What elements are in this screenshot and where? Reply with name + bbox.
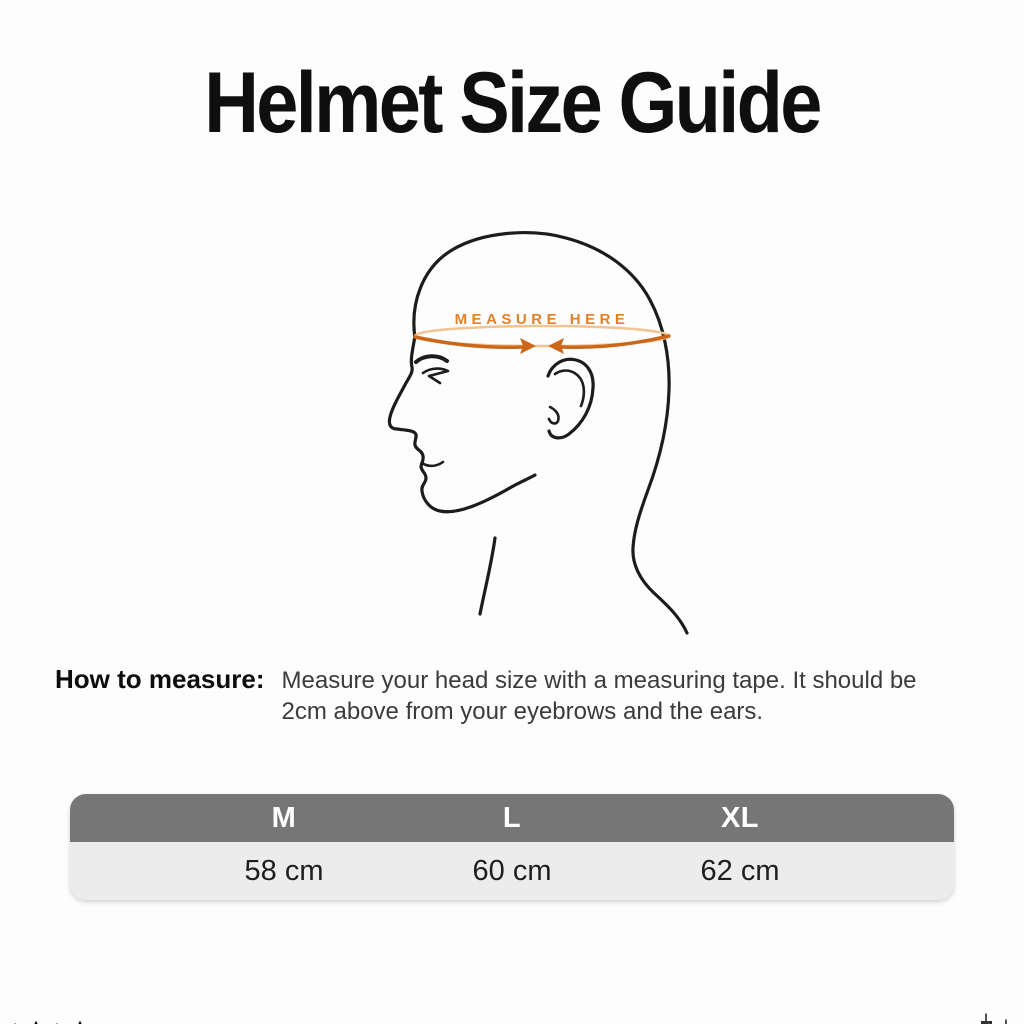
how-to-measure-text-line2: 2cm above from your eyebrows and the ears. bbox=[281, 698, 764, 725]
page-title: Helmet Size Guide bbox=[204, 55, 820, 151]
footer-scenery bbox=[0, 1008, 1024, 1024]
antenna-icons bbox=[925, 1014, 1006, 1024]
head-measurement-figure bbox=[282, 186, 742, 646]
band-left-arc bbox=[415, 337, 522, 347]
size-value-l: 60 cm bbox=[472, 854, 552, 887]
eyebrow bbox=[416, 356, 447, 362]
size-header-xl: XL bbox=[720, 801, 760, 834]
head-profile-illustration bbox=[282, 186, 742, 646]
size-header-l: L bbox=[502, 801, 522, 834]
ear-tragus bbox=[549, 407, 559, 423]
helmet-size-guide-page bbox=[0, 55, 1024, 1024]
measure-band bbox=[415, 311, 669, 354]
how-to-measure-label: How to measure: bbox=[55, 664, 265, 694]
mouth-smile-line bbox=[422, 462, 443, 466]
size-table-header-row bbox=[70, 794, 954, 842]
how-to-measure-text-line1: Measure your head size with a measuring tape. It should be bbox=[281, 667, 917, 694]
size-value-xl: 62 cm bbox=[700, 854, 780, 887]
measure-here-label: MEASURE HERE bbox=[454, 311, 630, 328]
city-skyline-silhouette bbox=[820, 1014, 1024, 1024]
footer-scenery-illustration bbox=[0, 1008, 1024, 1024]
eye bbox=[423, 369, 448, 383]
size-table-value-row bbox=[70, 842, 954, 900]
size-value-m: 58 cm bbox=[244, 854, 324, 887]
neck-front-line bbox=[480, 538, 495, 614]
how-to-measure-section bbox=[55, 664, 1024, 727]
pine-trees-silhouette bbox=[0, 1021, 149, 1024]
head-line-art bbox=[389, 233, 687, 633]
size-header-m: M bbox=[271, 801, 297, 834]
face-profile bbox=[389, 336, 535, 512]
how-to-measure-text bbox=[282, 665, 917, 727]
size-table bbox=[70, 794, 954, 900]
ear-inner-helix bbox=[555, 371, 584, 406]
